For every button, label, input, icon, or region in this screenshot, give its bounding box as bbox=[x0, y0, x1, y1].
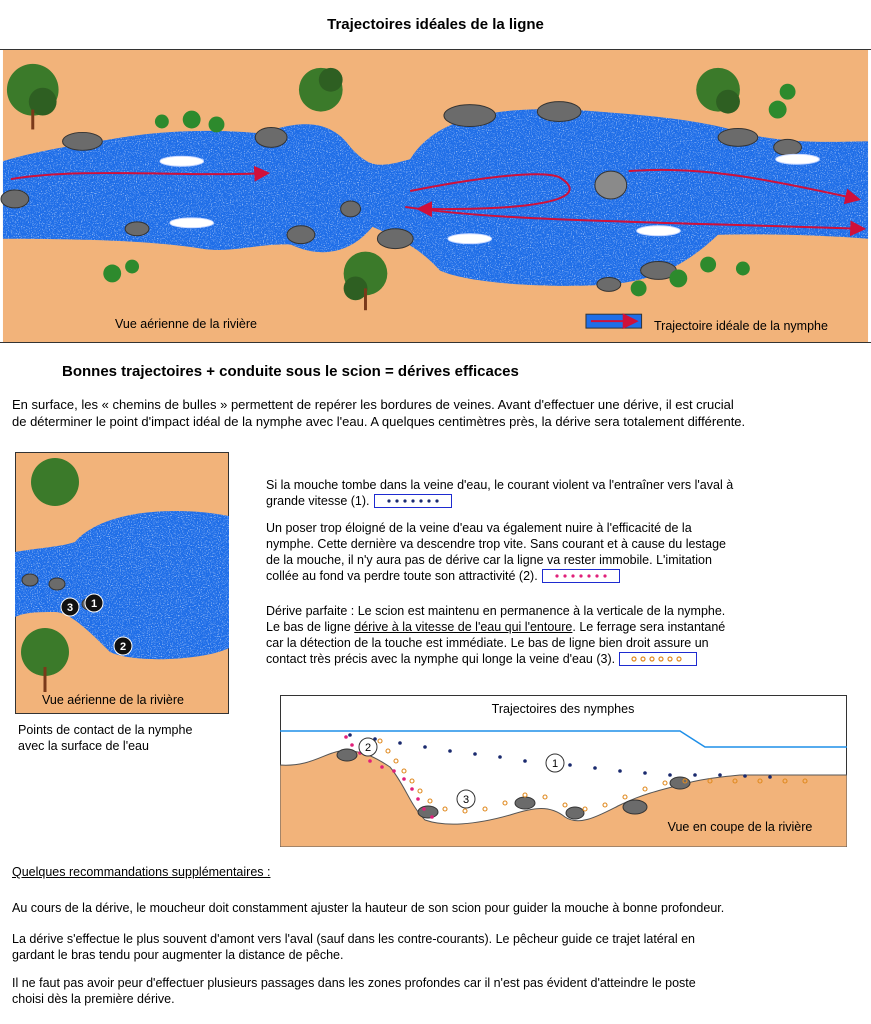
recommendation-line: Il ne faut pas avoir peur d'effectuer plusieurs passages dans les zones profondes car il n'est pas évident d'atteindre le poste bbox=[12, 976, 696, 990]
aerial-legend-label: Trajectoire idéale de la nymphe bbox=[654, 319, 828, 333]
small-map-below-line: avec la surface de l'eau bbox=[18, 739, 149, 753]
recommendation-1 bbox=[12, 900, 867, 916]
cross-section-caption: Vue en coupe de la rivière bbox=[667, 820, 813, 834]
p1-line: Si la mouche tombe dans la veine d'eau, le courant violent va l'entraîner vers l'aval à bbox=[266, 478, 734, 492]
page-title: Trajectoires idéales de la ligne bbox=[327, 16, 544, 33]
aerial-caption: Vue aérienne de la rivière bbox=[115, 317, 257, 331]
cross-marker-3-label: 3 bbox=[462, 794, 470, 806]
marker-3-label: 3 bbox=[66, 602, 74, 614]
p1-line-with-legend bbox=[266, 493, 866, 509]
section-heading: Bonnes trajectoires + conduite sous le scion = dérives efficaces bbox=[62, 363, 519, 380]
recommendation-3 bbox=[12, 975, 867, 1007]
paragraph-2 bbox=[266, 520, 866, 584]
recommendations-heading: Quelques recommandations supplémentaires : bbox=[12, 865, 271, 879]
legend-navy-dots bbox=[374, 494, 452, 508]
intro-line: En surface, les « chemins de bulles » permettent de repérer les bordures de veines. Avant d'effectuer une dérive, il est crucial bbox=[12, 397, 734, 412]
marker-2-label: 2 bbox=[119, 641, 127, 653]
small-map-below-line: Points de contact de la nymphe bbox=[18, 723, 193, 737]
aerial-river-illustration bbox=[0, 49, 871, 343]
intro-paragraph bbox=[12, 396, 867, 430]
recommendation-2 bbox=[12, 931, 867, 963]
intro-line: de déterminer le point d'impact idéal de la nymphe avec l'eau. A quelques centimètres près, la dérive sera totalement différente. bbox=[12, 414, 746, 429]
p2-line-with-legend bbox=[266, 568, 866, 584]
p3-line: car la détection de la touche est immédiate. Le bas de ligne bien droit assure un bbox=[266, 636, 709, 650]
cross-marker-1-label: 1 bbox=[551, 758, 559, 770]
small-map-below-text bbox=[18, 722, 192, 754]
p2-line: nymphe. Cette dernière va descendre trop vite. Sans courant et à cause du lestage bbox=[266, 537, 726, 551]
cross-marker-2-label: 2 bbox=[364, 742, 372, 754]
small-map-caption: Vue aérienne de la rivière bbox=[42, 693, 184, 707]
p3-line: Dérive parfaite : Le scion est maintenu en permanence à la verticale de la nymphe. bbox=[266, 604, 726, 618]
small-aerial-map bbox=[15, 452, 229, 714]
paragraph-3 bbox=[266, 603, 866, 667]
p1-line: grande vitesse (1). bbox=[266, 494, 370, 508]
cross-section-title: Trajectoires des nymphes bbox=[491, 702, 635, 716]
recommendation-line: Au cours de la dérive, le moucheur doit constamment ajuster la hauteur de son scion pour guider la mouche à bonne profondeur. bbox=[12, 901, 725, 915]
paragraph-1 bbox=[266, 477, 866, 509]
p2-line: collée au fond va perdre toute son attractivité (2). bbox=[266, 569, 538, 583]
p3-text: . Le ferrage sera instantané bbox=[572, 620, 726, 634]
p3-line: contact très précis avec la nymphe qui longe la veine d'eau (3). bbox=[266, 652, 616, 666]
cross-section-diagram bbox=[280, 695, 847, 847]
p2-line: de la mouche, il n'y aura pas de dérive car la ligne va rester immobile. L'imitation bbox=[266, 553, 712, 567]
recommendation-line: La dérive s'effectue le plus souvent d'amont vers l'aval (sauf dans les contre-courants). Le pêcheur guide ce trajet latéral en bbox=[12, 932, 696, 946]
recommendation-line: gardant le bras tendu pour augmenter la distance de pêche. bbox=[12, 948, 344, 962]
p2-line: Un poser trop éloigné de la veine d'eau va également nuire à l'efficacité de la bbox=[266, 521, 692, 535]
p3-line bbox=[266, 619, 866, 635]
recommendation-line: choisi dès la première dérive. bbox=[12, 992, 175, 1006]
p3-text: Le bas de ligne bbox=[266, 620, 355, 634]
legend-orange-circles bbox=[619, 652, 697, 666]
legend-pink-dots bbox=[542, 569, 620, 583]
p3-line-with-legend bbox=[266, 651, 866, 667]
marker-1-label: 1 bbox=[90, 598, 98, 610]
p3-underlined-text: dérive à la vitesse de l'eau qui l'entoure bbox=[354, 620, 573, 634]
